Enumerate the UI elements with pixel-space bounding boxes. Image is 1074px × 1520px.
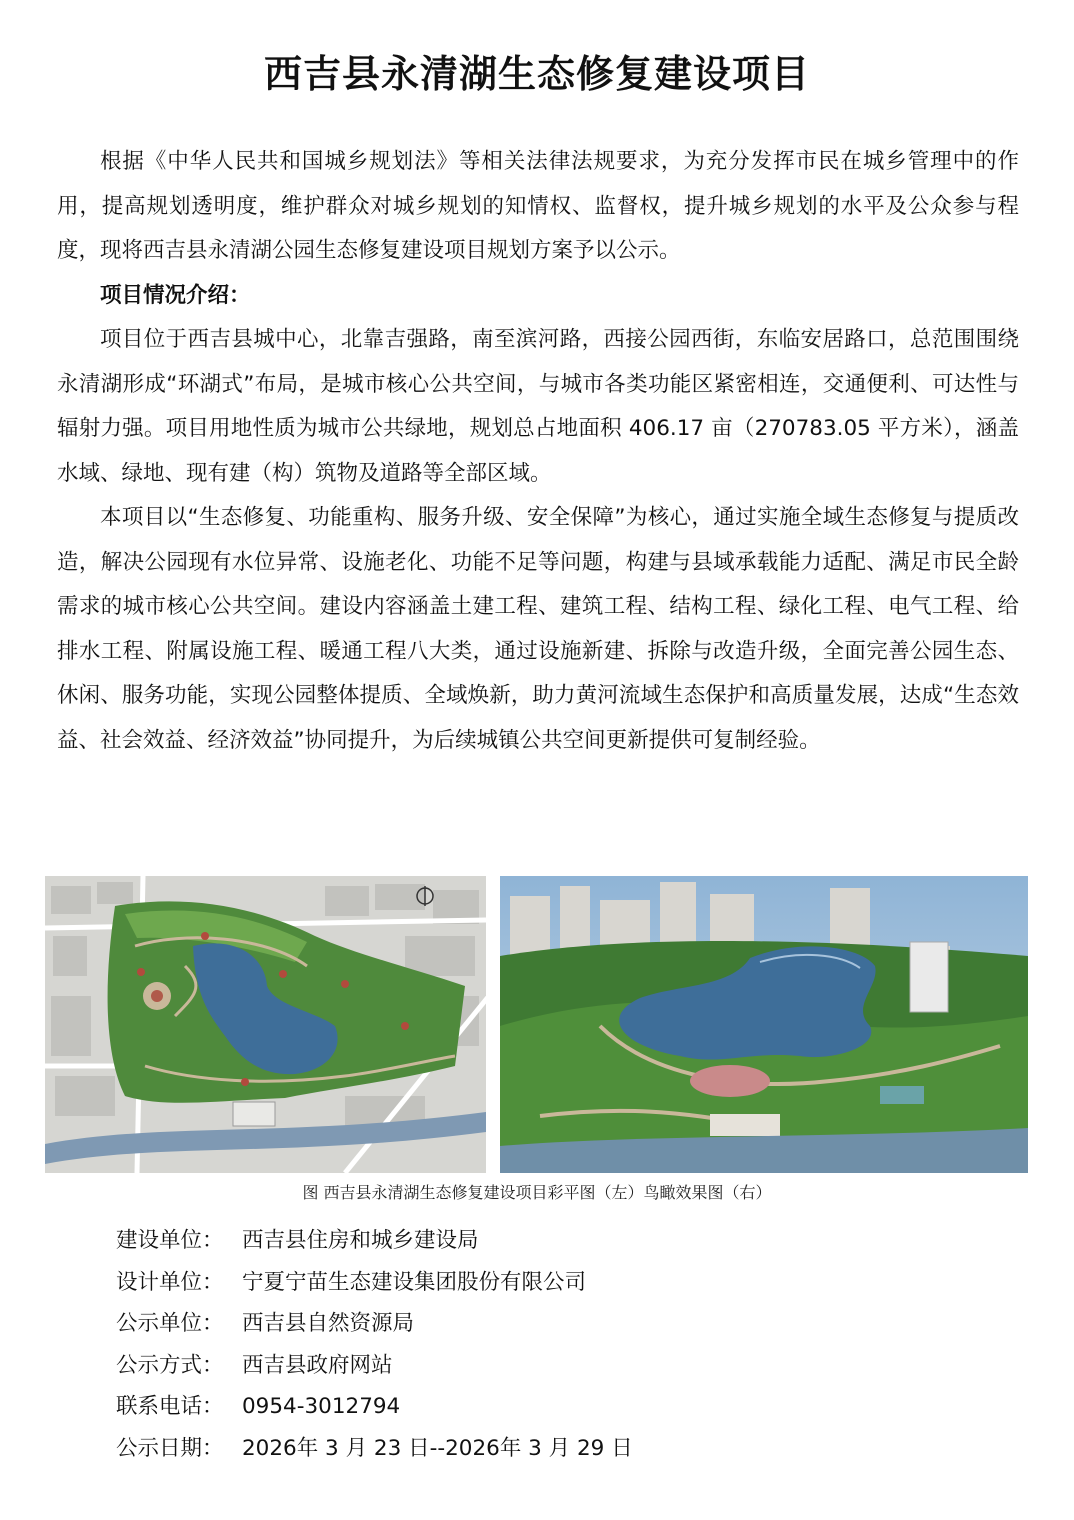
info-label: 公示单位： (116, 1311, 224, 1336)
info-label: 联系电话： (116, 1394, 224, 1419)
info-value: 西吉县自然资源局 (242, 1311, 415, 1336)
info-value: 西吉县政府网站 (242, 1352, 393, 1378)
info-value: 宁夏宁苗生态建设集团股份有限公司 (242, 1269, 587, 1295)
site-plan-drawing (45, 876, 486, 1173)
location-paragraph: 项目位于西吉县城中心，北靠吉强路，南至滨河路，西接公园西街，东临安居路口，总范围围绕永清湖形成“环湖式”布局，是城市核心公共空间，与城市各类功能区紧密相连，交通便利、可达性与辐射力强。项目用地性质为城市公共绿地，规划总占地面积 406.17 亩（270783.05 平方米），涵盖水域、绿地、现有建（构）筑物及道路等全部区域。 (57, 327, 1019, 486)
info-value: 0954-3012794 (242, 1394, 401, 1419)
info-row-designer (116, 1262, 633, 1304)
intro-paragraph: 根据《中华人民共和国城乡规划法》等相关法律法规要求，为充分发挥市民在城乡管理中的作用，提高规划透明度，维护群众对城乡规划的知情权、监督权，提升城乡规划的水平及公众参与程度，现将西吉县永清湖公园生态修复建设项目规划方案予以公示。 (57, 149, 1019, 263)
scope-paragraph: 本项目以“生态修复、功能重构、服务升级、安全保障”为核心，通过实施全域生态修复与提质改造，解决公园现有水位异常、设施老化、功能不足等问题，构建与县域承载能力适配、满足市民全龄需求的城市核心公共空间。建设内容涵盖土建工程、建筑工程、结构工程、绿化工程、电气工程、给排水工程、附属设施工程、暖通工程八大类，通过设施新建、拆除与改造升级，全面完善公园生态、休闲、服务功能，实现公园整体提质、全域焕新，助力黄河流域生态保护和高质量发展，达成“生态效益、社会效益、经济效益”协同提升，为后续城镇公共空间更新提供可复制经验。 (57, 505, 1019, 753)
info-row-builder (116, 1220, 633, 1262)
aerial-rendering-image (500, 876, 1028, 1173)
figure-caption: 图 西吉县永清湖生态修复建设项目彩平图（左）鸟瞰效果图（右） (302, 1183, 772, 1202)
section-heading: 项目情况介绍： (100, 282, 251, 308)
project-info-list (116, 1220, 633, 1469)
aerial-rendering-drawing (500, 876, 1028, 1173)
info-row-date (116, 1428, 633, 1470)
info-row-phone (116, 1386, 633, 1428)
info-row-publisher (116, 1303, 633, 1345)
info-row-method (116, 1345, 633, 1387)
info-label: 公示日期： (116, 1435, 224, 1461)
body-text (57, 140, 1019, 763)
site-plan-image (45, 876, 486, 1173)
page-title: 西吉县永清湖生态修复建设项目 (263, 52, 810, 96)
info-value: 西吉县住房和城乡建设局 (242, 1228, 479, 1253)
info-label: 公示方式： (116, 1352, 224, 1378)
info-label: 设计单位： (116, 1269, 224, 1295)
info-label: 建设单位： (116, 1228, 224, 1253)
info-value: 2026年 3 月 23 日--2026年 3 月 29 日 (242, 1435, 633, 1461)
